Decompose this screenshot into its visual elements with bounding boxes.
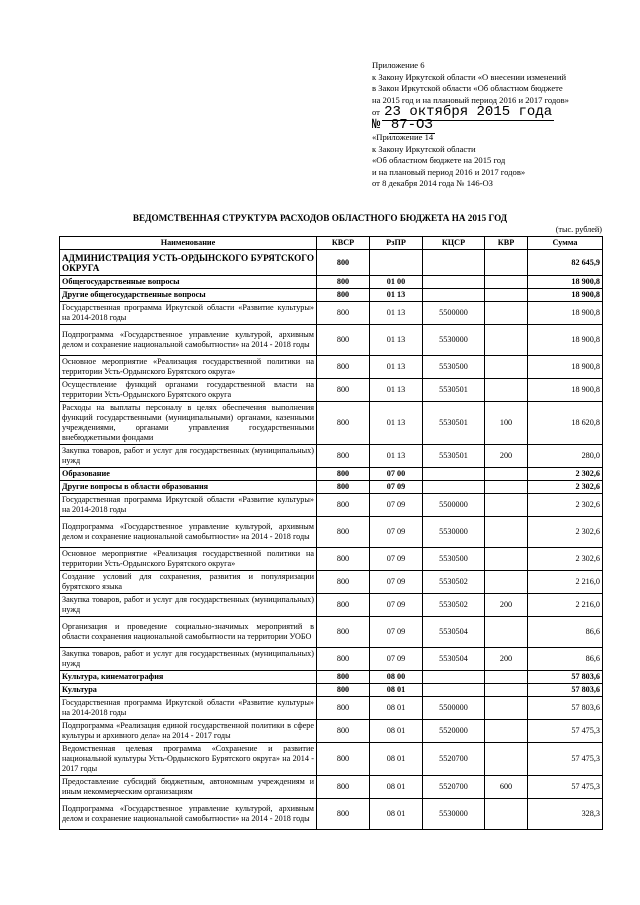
cell-kvr	[485, 571, 528, 594]
cell-sum: 82 645,9	[528, 250, 603, 276]
cell-kvsr: 800	[317, 617, 370, 648]
cell-kcsr: 5530504	[423, 648, 485, 671]
cell-rzpr: 08 01	[370, 720, 423, 743]
cell-rzpr: 07 09	[370, 571, 423, 594]
cell-kvr	[485, 468, 528, 481]
table-row	[60, 517, 603, 548]
cell-kvsr: 800	[317, 697, 370, 720]
cell-name: Закупка товаров, работ и услуг для государственных (муниципальных) нужд	[60, 594, 317, 617]
cell-kvsr: 800	[317, 302, 370, 325]
cell-kcsr	[423, 468, 485, 481]
cell-rzpr: 08 01	[370, 776, 423, 799]
table-row	[60, 481, 603, 494]
cell-kcsr	[423, 250, 485, 276]
cell-kvsr: 800	[317, 402, 370, 445]
document-title: ВЕДОМСТВЕННАЯ СТРУКТУРА РАСХОДОВ ОБЛАСТНОГО БЮДЖЕТА НА 2015 ГОД	[132, 213, 508, 223]
cell-kvsr: 800	[317, 445, 370, 468]
table-row	[60, 799, 603, 830]
cell-kcsr: 5520700	[423, 743, 485, 776]
col-header-name: Наименование	[60, 237, 317, 250]
cell-kvr	[485, 302, 528, 325]
table-row	[60, 743, 603, 776]
cell-sum: 57 803,6	[528, 697, 603, 720]
cell-name: Расходы на выплаты персоналу в целях обеспечения выполнения функций государственными (муниципальными) органами, казенными учреждениями, органами управления государственными внебюджетными фондами	[60, 402, 317, 445]
cell-sum: 2 302,6	[528, 481, 603, 494]
cell-kvr: 200	[485, 445, 528, 468]
cell-rzpr: 01 13	[370, 325, 423, 356]
cell-sum: 2 216,0	[528, 571, 603, 594]
cell-kvr	[485, 671, 528, 684]
cell-kvsr: 800	[317, 276, 370, 289]
table-row	[60, 250, 603, 276]
cell-kcsr: 5500000	[423, 494, 485, 517]
cell-sum: 18 900,8	[528, 302, 603, 325]
cell-kvsr: 800	[317, 289, 370, 302]
header-line-9: от 8 декабря 2014 года № 146-ОЗ	[372, 178, 493, 188]
cell-kcsr: 5530000	[423, 799, 485, 830]
cell-sum: 57 475,3	[528, 720, 603, 743]
header-line-1: Приложение 6	[372, 60, 425, 70]
cell-rzpr: 08 01	[370, 743, 423, 776]
cell-sum: 18 900,8	[528, 276, 603, 289]
cell-kvr: 200	[485, 648, 528, 671]
table-row	[60, 684, 603, 697]
cell-kvsr: 800	[317, 684, 370, 697]
cell-sum: 18 900,8	[528, 356, 603, 379]
cell-kvr	[485, 379, 528, 402]
table-header-row	[60, 237, 603, 250]
col-header-kvr: КВР	[485, 237, 528, 250]
cell-kvr	[485, 250, 528, 276]
cell-kcsr: 5500000	[423, 697, 485, 720]
cell-name: Закупка товаров, работ и услуг для государственных (муниципальных) нужд	[60, 648, 317, 671]
cell-rzpr: 01 13	[370, 445, 423, 468]
cell-name: Государственная программа Иркутской области «Развитие культуры» на 2014-2018 годы	[60, 302, 317, 325]
cell-kvsr: 800	[317, 743, 370, 776]
header-line-6: к Закону Иркутской области	[372, 143, 476, 154]
cell-rzpr: 07 09	[370, 548, 423, 571]
cell-kvsr: 800	[317, 648, 370, 671]
cell-kvsr: 800	[317, 594, 370, 617]
cell-sum: 57 803,6	[528, 671, 603, 684]
cell-kcsr: 5530500	[423, 548, 485, 571]
table-row	[60, 648, 603, 671]
cell-kvr	[485, 289, 528, 302]
cell-kvr: 200	[485, 594, 528, 617]
cell-name: Организация и проведение социально-значимых мероприятий в области сохранения национальной самобытности на территории УОБО	[60, 617, 317, 648]
col-header-kvsr: КВСР	[317, 237, 370, 250]
table-row	[60, 617, 603, 648]
table-row	[60, 571, 603, 594]
cell-kcsr	[423, 289, 485, 302]
table-row	[60, 720, 603, 743]
cell-name: Общегосударственные вопросы	[60, 276, 317, 289]
cell-sum: 18 900,8	[528, 325, 603, 356]
cell-name: Создание условий для сохранения, развития и популяризации бурятского языка	[60, 571, 317, 594]
cell-name: Предоставление субсидий бюджетным, автономным учреждениям и иным некоммерческим организациям	[60, 776, 317, 799]
date-prefix: от	[372, 107, 380, 117]
document-header	[372, 60, 634, 190]
cell-name: Подпрограмма «Реализация единой государственной политики в сфере культуры и архивного дела» на 2014 - 2017 годы	[60, 720, 317, 743]
cell-kcsr	[423, 481, 485, 494]
cell-kcsr: 5530501	[423, 379, 485, 402]
cell-sum: 57 803,6	[528, 684, 603, 697]
cell-kcsr: 5530502	[423, 594, 485, 617]
cell-rzpr: 07 09	[370, 617, 423, 648]
cell-rzpr: 01 13	[370, 356, 423, 379]
cell-name: Подпрограмма «Государственное управление культурой, архивным делом и сохранение национальной самобытности» на 2014 - 2018 годы	[60, 517, 317, 548]
cell-kvsr: 800	[317, 671, 370, 684]
cell-name: Подпрограмма «Государственное управление культурой, архивным делом и сохранение национальной самобытности» на 2014 - 2018 годы	[60, 799, 317, 830]
cell-kcsr	[423, 671, 485, 684]
expenditure-table	[59, 236, 603, 830]
cell-rzpr: 01 13	[370, 302, 423, 325]
header-line-7: «Об областном бюджете на 2015 год	[372, 155, 506, 165]
table-row	[60, 671, 603, 684]
cell-kvr	[485, 481, 528, 494]
cell-name: Культура, кинематография	[60, 671, 317, 684]
table-body	[60, 250, 603, 830]
cell-name: Государственная программа Иркутской области «Развитие культуры» на 2014-2018 годы	[60, 494, 317, 517]
cell-kcsr: 5520700	[423, 776, 485, 799]
cell-name: Основное мероприятие «Реализация государственной политики на территории Усть-Ордынского Бурятского округа»	[60, 548, 317, 571]
cell-name: Закупка товаров, работ и услуг для государственных (муниципальных) нужд	[60, 445, 317, 468]
cell-rzpr: 07 09	[370, 481, 423, 494]
cell-name: Другие общегосударственные вопросы	[60, 289, 317, 302]
table-row	[60, 356, 603, 379]
cell-rzpr: 07 09	[370, 594, 423, 617]
table-row	[60, 302, 603, 325]
cell-kvr	[485, 494, 528, 517]
cell-kvr	[485, 743, 528, 776]
cell-kvsr: 800	[317, 379, 370, 402]
cell-kcsr: 5500000	[423, 302, 485, 325]
table-row	[60, 276, 603, 289]
cell-kvr	[485, 356, 528, 379]
cell-kvr	[485, 517, 528, 548]
table-row	[60, 494, 603, 517]
cell-kvsr: 800	[317, 571, 370, 594]
cell-name: Образование	[60, 468, 317, 481]
cell-kcsr: 5530502	[423, 571, 485, 594]
cell-kcsr: 5530501	[423, 445, 485, 468]
table-row	[60, 548, 603, 571]
cell-kvr	[485, 548, 528, 571]
table-row	[60, 289, 603, 302]
col-header-sum: Сумма	[528, 237, 603, 250]
cell-kvsr: 800	[317, 720, 370, 743]
cell-rzpr: 07 00	[370, 468, 423, 481]
header-line-8: и на плановый период 2016 и 2017 годов»	[372, 166, 526, 177]
table-row	[60, 776, 603, 799]
header-line-4: на 2015 год и на плановый период 2016 и 2017 годов»	[372, 94, 569, 105]
cell-kvr	[485, 720, 528, 743]
cell-kcsr	[423, 684, 485, 697]
cell-rzpr: 08 01	[370, 684, 423, 697]
cell-sum: 57 475,3	[528, 776, 603, 799]
cell-kcsr: 5530501	[423, 402, 485, 445]
cell-rzpr: 07 09	[370, 494, 423, 517]
cell-name: Культура	[60, 684, 317, 697]
cell-kvr: 600	[485, 776, 528, 799]
cell-sum: 2 302,6	[528, 494, 603, 517]
cell-name: Ведомственная целевая программа «Сохранение и развитие национальной культуры Усть-Ордынского Бурятского округа» на 2014 - 2017 годы	[60, 743, 317, 776]
cell-sum: 328,3	[528, 799, 603, 830]
cell-kvsr: 800	[317, 468, 370, 481]
col-header-kcsr: КЦСР	[423, 237, 485, 250]
table-row	[60, 402, 603, 445]
cell-sum: 18 620,8	[528, 402, 603, 445]
cell-kvsr: 800	[317, 776, 370, 799]
number-value: 87-ОЗ	[390, 117, 433, 133]
cell-sum: 2 302,6	[528, 468, 603, 481]
cell-sum: 2 302,6	[528, 517, 603, 548]
cell-name: Осуществление функций органами государственной власти на территории Усть-Ордынского Бурятского округа	[60, 379, 317, 402]
cell-kvsr: 800	[317, 799, 370, 830]
table-row	[60, 325, 603, 356]
cell-sum: 280,0	[528, 445, 603, 468]
cell-sum: 18 900,8	[528, 379, 603, 402]
col-header-rzpr: РзПР	[370, 237, 423, 250]
number-prefix: №	[372, 117, 381, 133]
cell-name: Подпрограмма «Государственное управление культурой, архивным делом и сохранение национальной самобытности» на 2014 - 2018 годы	[60, 325, 317, 356]
table-row	[60, 379, 603, 402]
cell-kcsr: 5530504	[423, 617, 485, 648]
cell-sum: 57 475,3	[528, 743, 603, 776]
cell-name: АДМИНИСТРАЦИЯ УСТЬ-ОРДЫНСКОГО БУРЯТСКОГО ОКРУГА	[60, 250, 317, 276]
cell-rzpr: 01 13	[370, 402, 423, 445]
cell-kvr	[485, 276, 528, 289]
cell-rzpr: 08 01	[370, 697, 423, 720]
cell-kvr	[485, 684, 528, 697]
cell-sum: 86,6	[528, 617, 603, 648]
cell-kvsr: 800	[317, 325, 370, 356]
cell-name: Основное мероприятие «Реализация государственной политики на территории Усть-Ордынского Бурятского округа»	[60, 356, 317, 379]
cell-rzpr: 01 13	[370, 289, 423, 302]
cell-rzpr: 08 01	[370, 799, 423, 830]
cell-kcsr	[423, 276, 485, 289]
cell-kvr	[485, 799, 528, 830]
cell-rzpr: 07 09	[370, 517, 423, 548]
cell-kcsr: 5530500	[423, 356, 485, 379]
units-label: (тыс. рублей)	[555, 225, 602, 234]
table-row	[60, 697, 603, 720]
cell-name: Другие вопросы в области образования	[60, 481, 317, 494]
cell-rzpr: 01 00	[370, 276, 423, 289]
cell-kvsr: 800	[317, 517, 370, 548]
cell-rzpr: 07 09	[370, 648, 423, 671]
cell-kcsr: 5530000	[423, 517, 485, 548]
cell-sum: 86,6	[528, 648, 603, 671]
header-line-5: «Приложение 14	[372, 132, 434, 142]
cell-kcsr: 5530000	[423, 325, 485, 356]
cell-kvr: 100	[485, 402, 528, 445]
cell-kvr	[485, 617, 528, 648]
cell-rzpr	[370, 250, 423, 276]
cell-kvr	[485, 697, 528, 720]
cell-rzpr: 01 13	[370, 379, 423, 402]
table-row	[60, 468, 603, 481]
cell-kvsr: 800	[317, 481, 370, 494]
date-value: 23 октября 2015 года	[384, 104, 553, 120]
table-row	[60, 445, 603, 468]
cell-kvsr: 800	[317, 356, 370, 379]
cell-rzpr: 08 00	[370, 671, 423, 684]
header-line-3: в Закон Иркутской области «Об областном бюджете	[372, 83, 563, 93]
cell-sum: 18 900,8	[528, 289, 603, 302]
cell-kvsr: 800	[317, 250, 370, 276]
cell-name: Государственная программа Иркутской области «Развитие культуры» на 2014-2018 годы	[60, 697, 317, 720]
cell-kcsr: 5520000	[423, 720, 485, 743]
table-row	[60, 594, 603, 617]
cell-kvr	[485, 325, 528, 356]
cell-sum: 2 216,0	[528, 594, 603, 617]
cell-sum: 2 302,6	[528, 548, 603, 571]
cell-kvsr: 800	[317, 494, 370, 517]
cell-kvsr: 800	[317, 548, 370, 571]
header-line-2: к Закону Иркутской области «О внесении изменений	[372, 71, 567, 82]
